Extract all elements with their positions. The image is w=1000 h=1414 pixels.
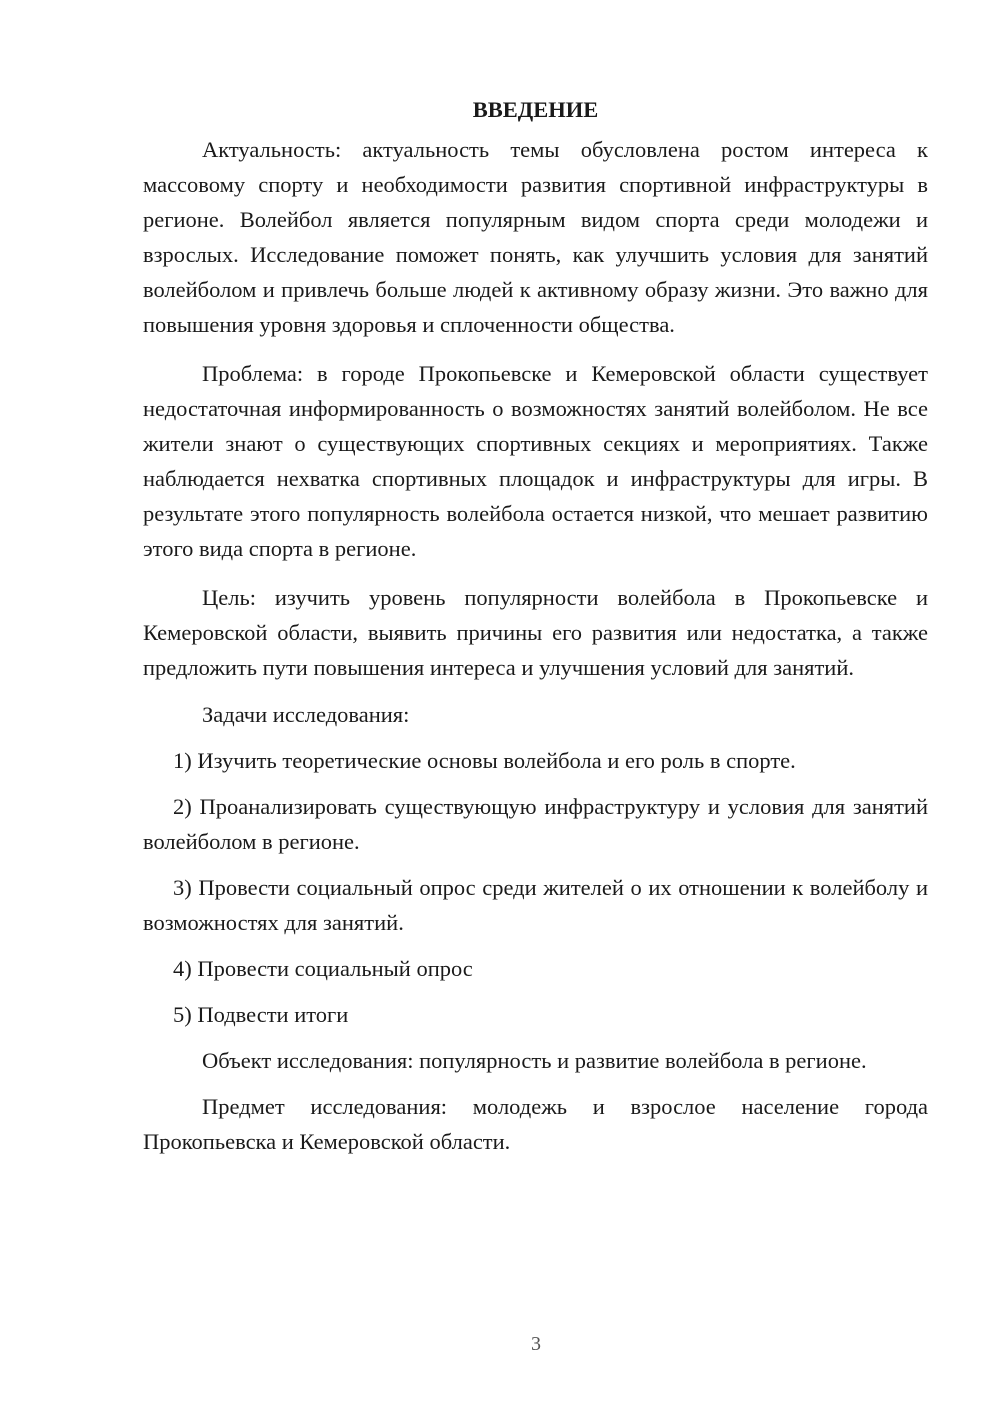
- relevance-paragraph: Актуальность: актуальность темы обусловлена ростом интереса к массовому спорту и необходимости развития спортивной инфраструктуры в регионе. Волейбол является популярным видом спорта среди молодежи и взрослых. Исследование поможет понять, как улучшить условия для занятий волейболом и привлечь больше людей к активному образу жизни. Это важно для повышения уровня здоровья и сплоченности общества.: [143, 137, 928, 337]
- page-content: [143, 92, 928, 1159]
- task-item-2: 2) Проанализировать существующую инфраструктуру и условия для занятий волейболом в регионе.: [143, 794, 928, 854]
- page-number: 3: [531, 1333, 541, 1355]
- subject-paragraph: Предмет исследования: молодежь и взрослое население города Прокопьевска и Кемеровской области.: [143, 1094, 928, 1154]
- task-item-5: 5) Подвести итоги: [173, 1002, 349, 1027]
- page-title: ВВЕДЕНИЕ: [472, 97, 599, 122]
- problem-paragraph: Проблема: в городе Прокопьевске и Кемеровской области существует недостаточная информированность о возможностях занятий волейболом. Не все жители знают о существующих спортивных секциях и мероприятиях. Также наблюдается нехватка спортивных площадок и инфраструктуры для игры. В результате этого популярность волейбола остается низкой, что мешает развитию этого вида спорта в регионе.: [143, 361, 928, 561]
- object-paragraph: Объект исследования: популярность и развитие волейбола в регионе.: [202, 1048, 867, 1073]
- task-item-3: 3) Провести социальный опрос среди жителей о их отношении к волейболу и возможностях для занятий.: [143, 875, 928, 935]
- tasks-heading: Задачи исследования:: [202, 702, 410, 727]
- goal-paragraph: Цель: изучить уровень популярности волейбола в Прокопьевске и Кемеровской области, выявить причины его развития или недостатка, а также предложить пути повышения интереса и улучшения условий для занятий.: [143, 585, 928, 680]
- task-item-1: 1) Изучить теоретические основы волейбола и его роль в спорте.: [173, 748, 796, 773]
- task-item-4: 4) Провести социальный опрос: [173, 956, 473, 981]
